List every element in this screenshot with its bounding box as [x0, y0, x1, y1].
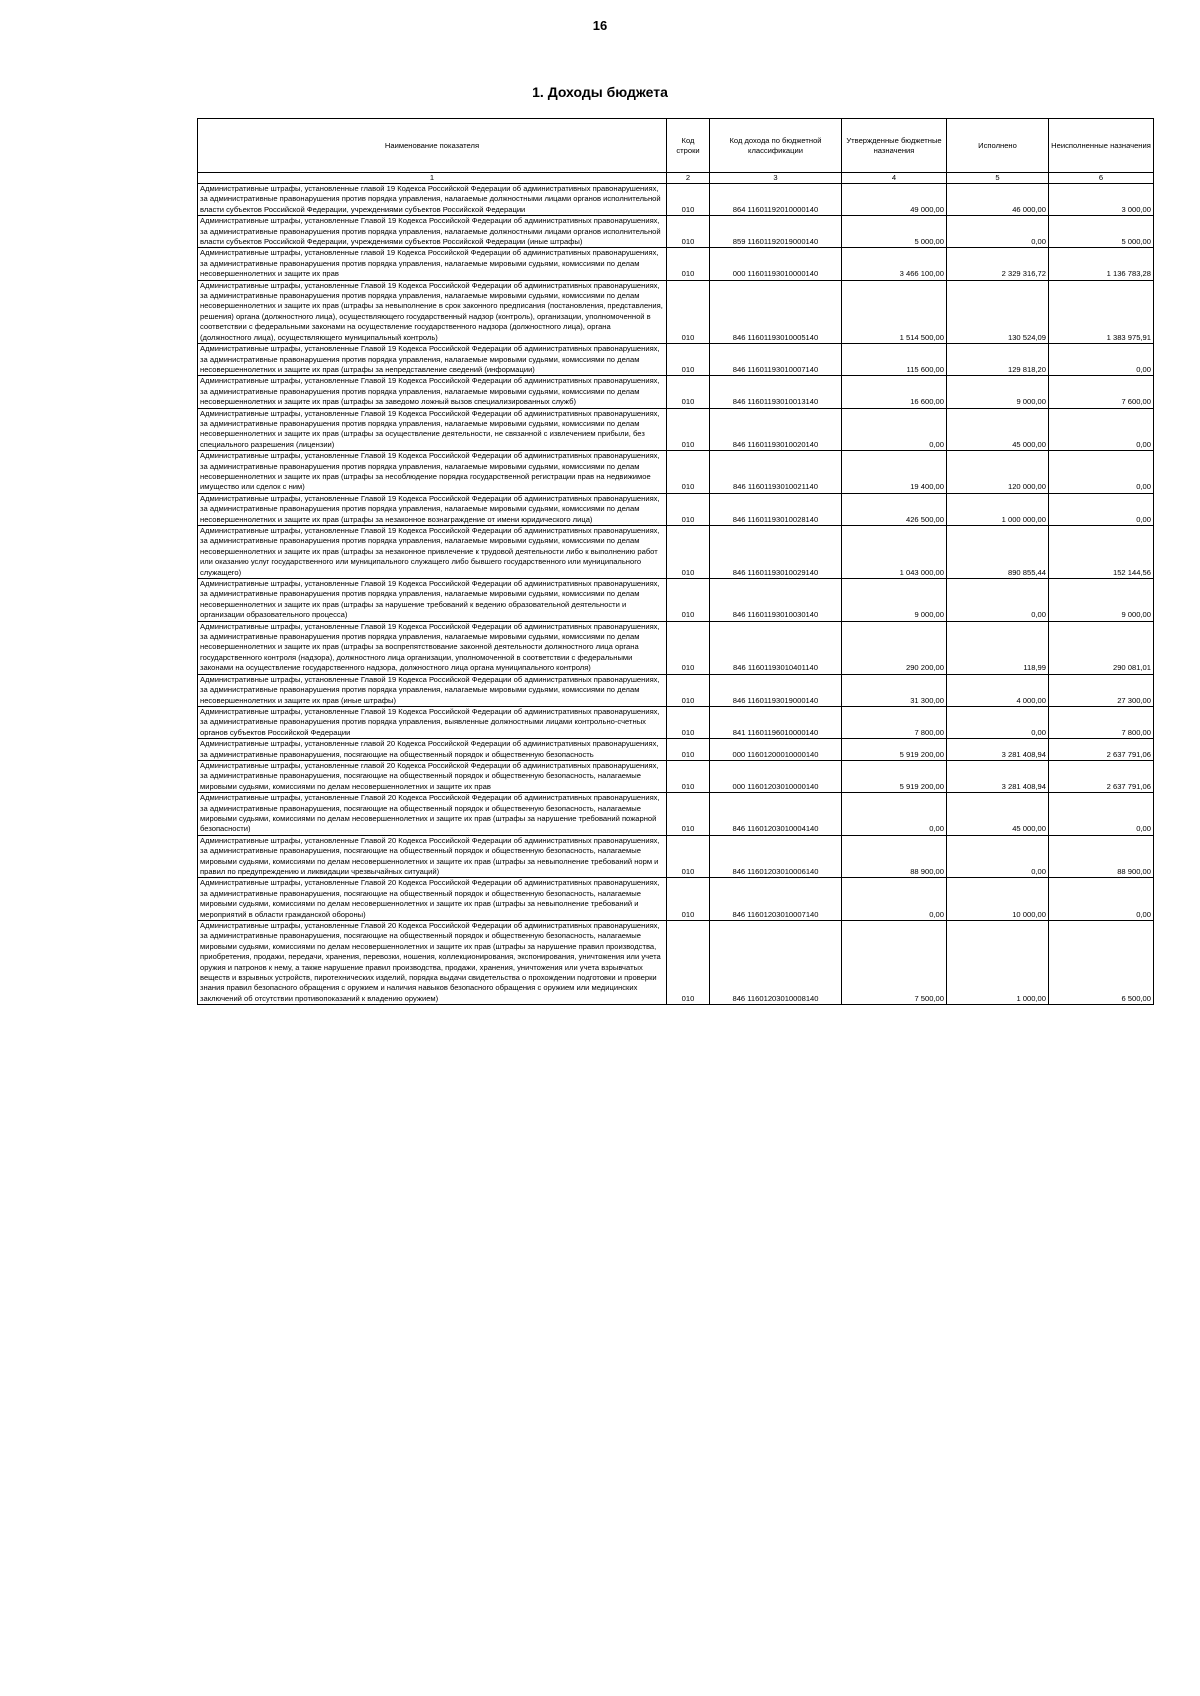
row-name: Административные штрафы, установленные Главой 20 Кодекса Российской Федерации об административных правонарушениях, за административные правонарушения, посягающие на общественный порядок и общественную безопасность, налагаемые мировыми судьями, комиссиями по делам несовершеннолетних и защите их прав (штрафы за невыполнение требований норм и правил по предупреждению и ликвидации чрезвычайных ситуаций): [198, 835, 667, 878]
row-executed: 120 000,00: [947, 451, 1049, 494]
row-line-code: 010: [667, 526, 710, 579]
row-executed: 45 000,00: [947, 408, 1049, 451]
row-executed: 10 000,00: [947, 878, 1049, 921]
row-name: Административные штрафы, установленные Главой 19 Кодекса Российской Федерации об административных правонарушениях, за административные правонарушения против порядка управления, налагаемые мировыми судьями, комиссиями по делам несовершеннолетних и защите их прав (штрафы за нарушение требований к ведению образовательной деятельности и организации образовательного процесса): [198, 579, 667, 622]
row-approved: 1 514 500,00: [842, 280, 947, 343]
row-name: Административные штрафы, установленные Главой 19 Кодекса Российской Федерации об административных правонарушениях, за административные правонарушения против порядка управления, налагаемые мировыми судьями, комиссиями по делам несовершеннолетних и защите их прав (штрафы за воспрепятствование законной деятельности должностного лица органа государственного контроля (надзора), должностного лица организации, уполномоченной в соответствии с федеральными законами на осуществление государственного надзора, должностного лица органа муниципального контроля): [198, 621, 667, 674]
row-name: Административные штрафы, установленные главой 20 Кодекса Российской Федерации об административных правонарушениях, за административные правонарушения, посягающие на общественный порядок и общественную безопасность: [198, 739, 667, 761]
row-approved: 5 919 200,00: [842, 760, 947, 792]
row-unexecuted: 3 000,00: [1049, 184, 1154, 216]
table-row: [198, 921, 1154, 1005]
budget-income-table: [197, 118, 1154, 1005]
header-kbk: Код дохода по бюджетной классификации: [710, 119, 842, 173]
row-executed: 0,00: [947, 579, 1049, 622]
row-kbk: 846 11601193010401140: [710, 621, 842, 674]
table-row: [198, 493, 1154, 525]
row-unexecuted: 1 383 975,91: [1049, 280, 1154, 343]
row-name: Административные штрафы, установленные Главой 19 Кодекса Российской Федерации об административных правонарушениях, за административные правонарушения против порядка управления, налагаемые мировыми судьями, комиссиями по делам несовершеннолетних и защите их прав (иные штрафы): [198, 674, 667, 706]
row-executed: 9 000,00: [947, 376, 1049, 408]
row-executed: 130 524,09: [947, 280, 1049, 343]
table-row: [198, 280, 1154, 343]
row-executed: 2 329 316,72: [947, 248, 1049, 280]
row-approved: 5 000,00: [842, 216, 947, 248]
row-kbk: 846 11601203010006140: [710, 835, 842, 878]
row-executed: 3 281 408,94: [947, 760, 1049, 792]
row-line-code: 010: [667, 621, 710, 674]
row-approved: 1 043 000,00: [842, 526, 947, 579]
row-executed: 129 818,20: [947, 344, 1049, 376]
row-approved: 115 600,00: [842, 344, 947, 376]
table-row: [198, 674, 1154, 706]
column-number-row: [198, 173, 1154, 184]
row-unexecuted: 7 600,00: [1049, 376, 1154, 408]
row-name: Административные штрафы, установленные Главой 20 Кодекса Российской Федерации об административных правонарушениях, за административные правонарушения, посягающие на общественный порядок и общественную безопасность, налагаемые мировыми судьями, комиссиями по делам несовершеннолетних и защите их прав (штрафы за невыполнение требований и мероприятий в области гражданской обороны): [198, 878, 667, 921]
row-kbk: 000 11601193010000140: [710, 248, 842, 280]
row-line-code: 010: [667, 706, 710, 738]
table-row: [198, 376, 1154, 408]
row-unexecuted: 0,00: [1049, 493, 1154, 525]
row-kbk: 846 11601193010030140: [710, 579, 842, 622]
row-line-code: 010: [667, 184, 710, 216]
table-header-row: [198, 119, 1154, 173]
row-unexecuted: 88 900,00: [1049, 835, 1154, 878]
row-name: Административные штрафы, установленные Главой 20 Кодекса Российской Федерации об административных правонарушениях, за административные правонарушения, посягающие на общественный порядок и общественную безопасность, налагаемые мировыми судьями, комиссиями по делам несовершеннолетних и защите их прав (штрафы за нарушение правил производства, приобретения, продажи, передачи, хранения, перевозки, ношения, коллекционирования, экспонирования, уничтожения или учета оружия и патронов к нему, а также нарушение правил производства, продажи, хранения, уничтожения или учета взрывчатых веществ и взрывных устройств, пиротехнических изделий, порядка выдачи свидетельства о прохождении подготовки и проверки знания правил безопасного обращения с оружием и наличия навыков безопасного обращения с оружием или медицинских заключений об отсутствии противопоказаний к владению оружием): [198, 921, 667, 1005]
row-kbk: 000 11601200010000140: [710, 739, 842, 761]
row-name: Административные штрафы, установленные Главой 19 Кодекса Российской Федерации об административных правонарушениях, за административные правонарушения против порядка управления, налагаемые мировыми судьями, комиссиями по делам несовершеннолетних и защите их прав (штрафы за незаконное вознаграждение от имени юридического лица): [198, 493, 667, 525]
row-name: Административные штрафы, установленные Главой 19 Кодекса Российской Федерации об административных правонарушениях, за административные правонарушения против порядка управления, налагаемые мировыми судьями, комиссиями по делам несовершеннолетних и защите их прав (штрафы за непредставление сведений (информации): [198, 344, 667, 376]
row-unexecuted: 2 637 791,06: [1049, 760, 1154, 792]
row-name: Административные штрафы, установленные Главой 19 Кодекса Российской Федерации об административных правонарушениях, за административные правонарушения против порядка управления, налагаемые мировыми судьями, комиссиями по делам несовершеннолетних и защите их прав (штрафы за несоблюдение порядка государственной регистрации прав на недвижимое имущество или сделок с ним): [198, 451, 667, 494]
row-approved: 0,00: [842, 878, 947, 921]
row-approved: 9 000,00: [842, 579, 947, 622]
row-approved: 88 900,00: [842, 835, 947, 878]
row-executed: 118,99: [947, 621, 1049, 674]
table-row: [198, 408, 1154, 451]
row-approved: 31 300,00: [842, 674, 947, 706]
row-line-code: 010: [667, 216, 710, 248]
table-row: [198, 739, 1154, 761]
header-unexecuted: Неисполненные назначения: [1049, 119, 1154, 173]
row-unexecuted: 5 000,00: [1049, 216, 1154, 248]
row-executed: 4 000,00: [947, 674, 1049, 706]
row-executed: 1 000,00: [947, 921, 1049, 1005]
header-approved: Утвержденные бюджетные назначения: [842, 119, 947, 173]
row-unexecuted: 290 081,01: [1049, 621, 1154, 674]
row-kbk: 846 11601193010021140: [710, 451, 842, 494]
column-number: 2: [667, 173, 710, 184]
row-executed: 0,00: [947, 706, 1049, 738]
row-kbk: 846 11601193019000140: [710, 674, 842, 706]
row-executed: 46 000,00: [947, 184, 1049, 216]
row-kbk: 846 11601203010004140: [710, 793, 842, 836]
row-line-code: 010: [667, 451, 710, 494]
row-name: Административные штрафы, установленные Главой 19 Кодекса Российской Федерации об административных правонарушениях, за административные правонарушения против порядка управления, выявленные должностными лицами контрольно-счетных органов субъектов Российской Федерации: [198, 706, 667, 738]
row-approved: 0,00: [842, 408, 947, 451]
row-executed: 0,00: [947, 835, 1049, 878]
row-unexecuted: 0,00: [1049, 793, 1154, 836]
row-line-code: 010: [667, 376, 710, 408]
column-number: 4: [842, 173, 947, 184]
page-number: 16: [592, 18, 608, 33]
table-row: [198, 579, 1154, 622]
row-name: Административные штрафы, установленные Главой 20 Кодекса Российской Федерации об административных правонарушениях, за административные правонарушения, посягающие на общественный порядок и общественную безопасность, налагаемые мировыми судьями, комиссиями по делам несовершеннолетних и защите их прав (штрафы за нарушение требований пожарной безопасности): [198, 793, 667, 836]
row-kbk: 846 11601193010020140: [710, 408, 842, 451]
row-executed: 45 000,00: [947, 793, 1049, 836]
row-kbk: 864 11601192010000140: [710, 184, 842, 216]
row-kbk: 841 11601196010000140: [710, 706, 842, 738]
row-line-code: 010: [667, 739, 710, 761]
row-approved: 3 466 100,00: [842, 248, 947, 280]
row-unexecuted: 2 637 791,06: [1049, 739, 1154, 761]
row-kbk: 846 11601193010013140: [710, 376, 842, 408]
row-line-code: 010: [667, 248, 710, 280]
table-row: [198, 344, 1154, 376]
row-unexecuted: 6 500,00: [1049, 921, 1154, 1005]
row-kbk: 846 11601193010028140: [710, 493, 842, 525]
row-name: Административные штрафы, установленные Главой 19 Кодекса Российской Федерации об административных правонарушениях, за административные правонарушения против порядка управления, налагаемые мировыми судьями, комиссиями по делам несовершеннолетних и защите их прав (штрафы за невыполнение в срок законного предписания (постановления, представления, решения) органа (должностного лица), осуществляющего государственный надзор (контроль), организации, уполномоченной в соответствии с федеральными законами на осуществление государственного надзора (должностного лица), органа (должностного лица), осуществляющего муниципальный контроль): [198, 280, 667, 343]
row-line-code: 010: [667, 878, 710, 921]
table-row: [198, 184, 1154, 216]
row-line-code: 010: [667, 921, 710, 1005]
row-line-code: 010: [667, 835, 710, 878]
row-name: Административные штрафы, установленные Главой 19 Кодекса Российской Федерации об административных правонарушениях, за административные правонарушения против порядка управления, налагаемые мировыми судьями, комиссиями по делам несовершеннолетних и защите их прав (штрафы за незаконное привлечение к трудовой деятельности либо к выполнению работ или оказанию услуг государственного или муниципального служащего либо бывшего государственного или муниципального служащего): [198, 526, 667, 579]
row-executed: 1 000 000,00: [947, 493, 1049, 525]
row-executed: 890 855,44: [947, 526, 1049, 579]
header-name: Наименование показателя: [198, 119, 667, 173]
row-approved: 49 000,00: [842, 184, 947, 216]
table-row: [198, 793, 1154, 836]
row-unexecuted: 0,00: [1049, 408, 1154, 451]
row-kbk: 846 11601203010007140: [710, 878, 842, 921]
row-unexecuted: 7 800,00: [1049, 706, 1154, 738]
row-name: Административные штрафы, установленные главой 20 Кодекса Российской Федерации об административных правонарушениях, за административные правонарушения, посягающие на общественный порядок и общественную безопасность, налагаемые мировыми судьями, комиссиями по делам несовершеннолетних и защите их прав: [198, 760, 667, 792]
column-number: 3: [710, 173, 842, 184]
row-approved: 19 400,00: [842, 451, 947, 494]
row-line-code: 010: [667, 760, 710, 792]
row-unexecuted: 0,00: [1049, 344, 1154, 376]
table-row: [198, 621, 1154, 674]
row-name: Административные штрафы, установленные главой 19 Кодекса Российской Федерации об административных правонарушениях, за административные правонарушения против порядка управления, налагаемые должностными лицами органов исполнительной власти субъектов Российской Федерации, учреждениями субъектов Российской Федерации: [198, 184, 667, 216]
table-body: [198, 184, 1154, 1005]
row-unexecuted: 0,00: [1049, 878, 1154, 921]
column-number: 1: [198, 173, 667, 184]
row-unexecuted: 152 144,56: [1049, 526, 1154, 579]
row-approved: 0,00: [842, 793, 947, 836]
row-name: Административные штрафы, установленные Главой 19 Кодекса Российской Федерации об административных правонарушениях, за административные правонарушения против порядка управления, налагаемые мировыми судьями, комиссиями по делам несовершеннолетних и защите их прав (штрафы за осуществление деятельности, не связанной с извлечением прибыли, без специального разрешения (лицензии): [198, 408, 667, 451]
row-unexecuted: 0,00: [1049, 451, 1154, 494]
table-row: [198, 216, 1154, 248]
row-kbk: 846 11601203010008140: [710, 921, 842, 1005]
row-unexecuted: 9 000,00: [1049, 579, 1154, 622]
header-executed: Исполнено: [947, 119, 1049, 173]
row-line-code: 010: [667, 408, 710, 451]
table-row: [198, 835, 1154, 878]
table-row: [198, 760, 1154, 792]
row-approved: 426 500,00: [842, 493, 947, 525]
row-approved: 5 919 200,00: [842, 739, 947, 761]
table-row: [198, 248, 1154, 280]
column-number: 6: [1049, 173, 1154, 184]
row-kbk: 859 11601192019000140: [710, 216, 842, 248]
row-kbk: 000 11601203010000140: [710, 760, 842, 792]
row-line-code: 010: [667, 793, 710, 836]
row-approved: 7 800,00: [842, 706, 947, 738]
row-name: Административные штрафы, установленные Главой 19 Кодекса Российской Федерации об административных правонарушениях, за административные правонарушения против порядка управления, налагаемые должностными лицами органов исполнительной власти субъектов Российской Федерации, учреждениями субъектов Российской Федерации (иные штрафы): [198, 216, 667, 248]
row-unexecuted: 27 300,00: [1049, 674, 1154, 706]
row-name: Административные штрафы, установленные главой 19 Кодекса Российской Федерации об административных правонарушениях, за административные правонарушения против порядка управления, налагаемые мировыми судьями, комиссиями по делам несовершеннолетних и защите их прав: [198, 248, 667, 280]
row-unexecuted: 1 136 783,28: [1049, 248, 1154, 280]
table-row: [198, 451, 1154, 494]
header-line-code: Код строки: [667, 119, 710, 173]
row-line-code: 010: [667, 674, 710, 706]
row-kbk: 846 11601193010007140: [710, 344, 842, 376]
row-approved: 290 200,00: [842, 621, 947, 674]
row-approved: 7 500,00: [842, 921, 947, 1005]
table-row: [198, 706, 1154, 738]
row-name: Административные штрафы, установленные Главой 19 Кодекса Российской Федерации об административных правонарушениях, за административные правонарушения против порядка управления, налагаемые мировыми судьями, комиссиями по делам несовершеннолетних и защите их прав (штрафы за заведомо ложный вызов специализированных служб): [198, 376, 667, 408]
row-approved: 16 600,00: [842, 376, 947, 408]
page-title: 1. Доходы бюджета: [532, 84, 668, 100]
table-row: [198, 878, 1154, 921]
row-kbk: 846 11601193010005140: [710, 280, 842, 343]
table-row: [198, 526, 1154, 579]
row-line-code: 010: [667, 493, 710, 525]
row-kbk: 846 11601193010029140: [710, 526, 842, 579]
row-line-code: 010: [667, 280, 710, 343]
row-line-code: 010: [667, 344, 710, 376]
row-line-code: 010: [667, 579, 710, 622]
row-executed: 0,00: [947, 216, 1049, 248]
column-number: 5: [947, 173, 1049, 184]
row-executed: 3 281 408,94: [947, 739, 1049, 761]
